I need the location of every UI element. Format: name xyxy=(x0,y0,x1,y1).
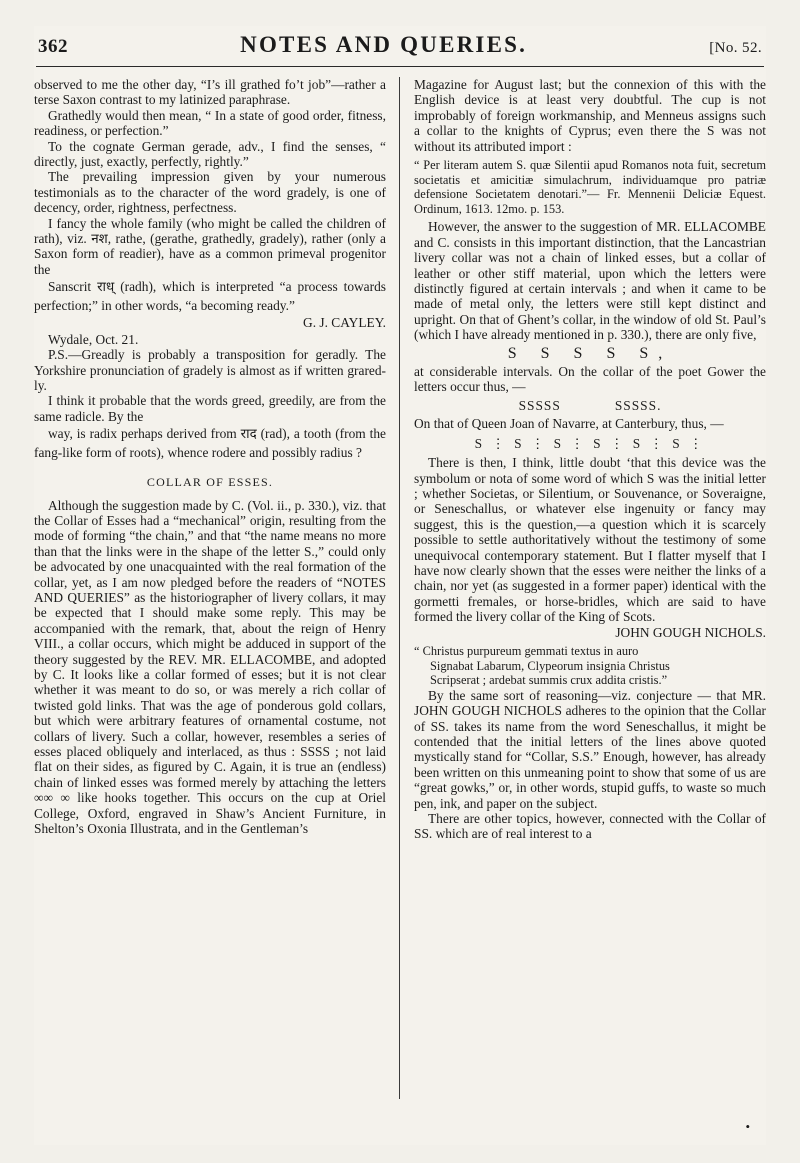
paragraph: On that of Queen Joan of Navarre, at Canterbury, thus, — xyxy=(414,416,724,432)
section-heading: COLLAR OF ESSES. xyxy=(146,475,274,490)
column-left xyxy=(34,77,400,1099)
body-columns xyxy=(34,77,766,1099)
paragraph: I fancy the whole family (who might be called the children of rath), viz. नश, rathe, (gerathe, grathedly, gradely), rather (only a Saxon form of readier), have as a common primeval progenitor the xyxy=(34,215,386,277)
paragraph: By the same sort of reasoning—viz. conjecture — that MR. JOHN GOUGH NICHOLS adheres to the opinion that the Collar of SS. takes its name from the word Seneschallus, it might be contended that the initial letters of the lines above quoted mystically stand for “Collar, S.S.” Enough, however, has already been written on this unmeaning point to show that some of us are “great gowks,” or, in other words, stupid guffs, to waste so much pen, ink, and paper on the subject. xyxy=(414,687,766,811)
signature: G. J. CAYLEY. xyxy=(303,315,386,331)
verse-line: Signabat Labarum, Clypeorum insignia Christus xyxy=(430,658,670,673)
publication-title: NOTES AND QUERIES. xyxy=(240,32,528,57)
page-mark: • xyxy=(745,1119,750,1134)
paragraph: P.S.—Greadly is probably a transposition for geradly. The Yorkshire pronunciation of gradely is almost as if written grared-ly. xyxy=(34,347,386,393)
gower-esses-row xyxy=(414,398,766,413)
gower-esses-left: SSSSS xyxy=(518,397,561,413)
signature: JOHN GOUGH NICHOLS. xyxy=(615,624,766,640)
latin-quotation: “ Per literam autem S. quæ Silentii apud Romanos nota fuit, secretum societatis et amicitiæ simulachrum, individuamque pro patriæ defensione Societatem denotari.”— Fr. Mennenii Deliciæ Equest. Ordinum, 1613. 12mo. p. 153. xyxy=(414,158,766,216)
paragraph-sanscrit: way, is radix perhaps derived from राद (rad), a tooth (from the fang-like form of roots), whence rodere and possibly radius ? xyxy=(34,426,386,461)
verse-line: “ Christus purpureum gemmati textus in auro xyxy=(414,643,639,658)
paragraph: However, the answer to the suggestion of MR. ELLACOMBE and C. consists in this important distinction, that the Lancastrian livery collar was not a chain of linked esses, but a collar of leather or other stiff material, upon which the letters were distinctly figured at certain intervals ; and when it came to be made of metal only, the letters were still kept distinct and upright. On that of Ghent’s collar, in the window of old St. Paul’s (which I have already mentioned in p. 330.), there are only five, xyxy=(414,219,766,343)
paragraph: The prevailing impression given by your numerous testimonials as to the character of the word gradely, is one of decency, order, rightness, perfectness. xyxy=(34,169,386,216)
paragraph: Although the suggestion made by C. (Vol. ii., p. 330.), viz. that the Collar of Esses had a “mechanical” origin, resulting from the mode of forming “the chain,” and that “the name means no more than that the links were in the shape of the letter S.,” could only be advocated by one unacquainted with the real formation of the collar, yet, as I am now pledged before the readers of “NOTES AND QUERIES” as the historiographer of livery collars, it may be expected that I should make some reply. This may be accompanied with the remark, that, about the reign of Henry VIII., a collar occurs, which might be adduced in support of the theory suggested by the REV. MR. ELLACOMBE, and adopted by C. It looks like a collar formed of esses; but it is not clear whether it was meant to do so, or was merely a rich collar of twisted gold links. That was the age of ponderous gold collars, but which were arbitrary features of ornamental costume, not collars of livery. Such a collar, however, resembles a series of esses placed obliquely and interlaced, as thus : SSSS ; not laid flat on their sides, as figured by C. Again, it is true an (endless) chain of linked esses was formed merely by attaching the letters ∞∞ ∞ like hooks together. This occurs on the cup at Oriel College, Oxford, engraved in Shaw’s Ancient Furniture, in Shelton’s Oxonia Illustrata, and in the Gentleman’s xyxy=(34,497,386,837)
paragraph: at considerable intervals. On the collar of the poet Gower the letters occur thus, — xyxy=(414,364,766,395)
paragraph: observed to me the other day, “I’s ill grathed fo’t job”—rather a terse Saxon contrast to my latinized paraphrase. xyxy=(34,77,386,108)
verse-line: Scripserat ; ardebat summis crux addita cristis.” xyxy=(430,673,668,688)
joan-esses-row: S ⋮ S ⋮ S ⋮ S ⋮ S ⋮ S ⋮ xyxy=(474,435,706,451)
running-head xyxy=(34,26,766,62)
header-rule xyxy=(36,66,764,67)
paragraph: There are other topics, however, connected with the Collar of SS. which are of real interest to a xyxy=(414,811,766,842)
dateline: Wydale, Oct. 21. xyxy=(48,331,139,347)
paragraph: Magazine for August last; but the connexion of this with the English device is at least very doubtful. The cup is not improbably of foreign workmanship, and Menneus assigns such a collar to the knights of Cyprus; even there the S was not without its attributed import : xyxy=(414,77,766,154)
gower-esses-right: SSSSS. xyxy=(614,397,662,413)
page-number: 362 xyxy=(38,36,68,57)
paragraph: Grathedly would then mean, “ In a state of good order, fitness, readiness, or perfection.” xyxy=(34,107,386,139)
esses-row: S S S S S, xyxy=(507,344,673,362)
issue-number: [No. 52. xyxy=(709,40,762,56)
paragraph: To the cognate German gerade, adv., I find the senses, “ directly, just, exactly, perfectly, rightly.” xyxy=(34,138,386,170)
paragraph-sanscrit: Sanscrit राध् (radh), which is interpreted “a process towards perfection;” in other words, “a becoming ready.” xyxy=(34,279,386,314)
page-inner xyxy=(34,26,766,1145)
verse-quotation xyxy=(414,644,766,688)
column-right xyxy=(400,77,766,1099)
paragraph: I think it probable that the words greed, greedily, are from the same radicle. By the xyxy=(34,393,386,424)
paragraph: There is then, I think, little doubt ‘that this device was the symbolum or nota of some word of which S was the initial letter ; whether Societas, or Silentium, or Souvenance, or Soveraigne, or Seneschallus, or whatever else ingenuity or fancy may suggest, this is the question,—a question which it is scarcely possible to settle authoritatively without the testimony of some unequivocal contemporary statement. But I flatter myself that I have now clearly shown that the esses were neither the links of a chain, nor yet (as suggested in a former paper) identical with the gormetti fremales, or horse-bridles, which are said to have formed the livery collar of the King of Scots. xyxy=(414,455,766,625)
